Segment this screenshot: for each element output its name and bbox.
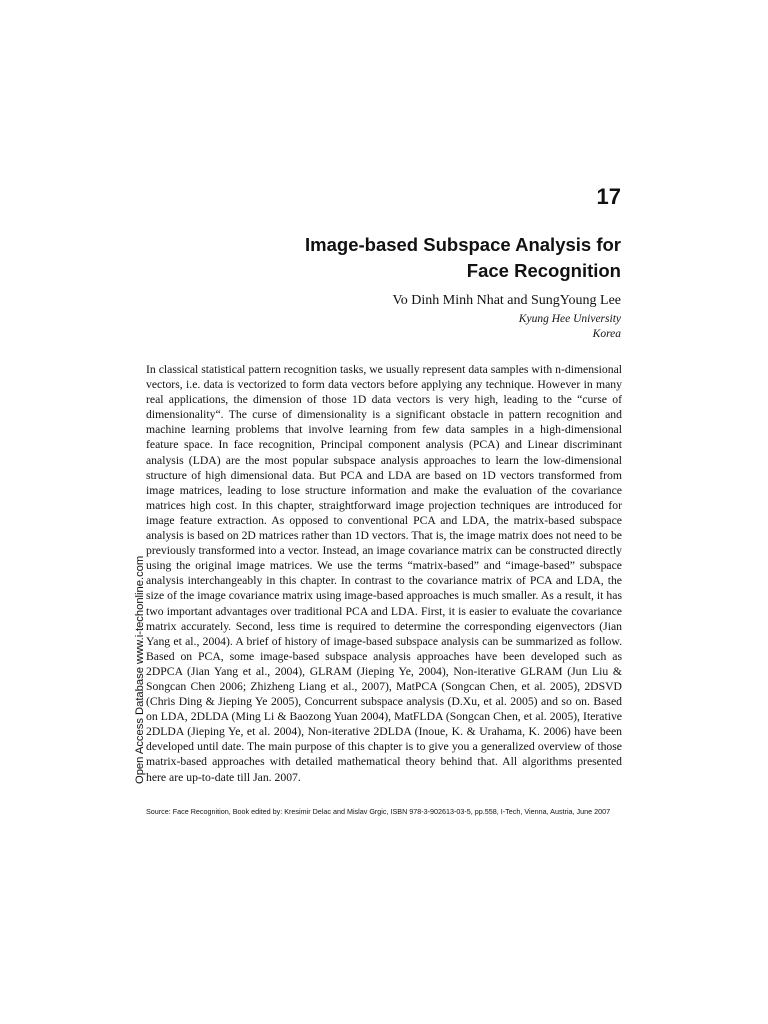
affiliation-country: Korea — [592, 328, 621, 340]
affiliation-university: Kyung Hee University — [518, 313, 621, 325]
chapter-title — [201, 232, 621, 284]
chapter-title-line-1: Image-based Subspace Analysis for — [305, 234, 621, 255]
authors: Vo Dinh Minh Nhat and SungYoung Lee — [392, 293, 621, 308]
chapter-number: 17 — [596, 184, 621, 209]
chapter-title-line-2: Face Recognition — [466, 260, 621, 281]
introduction-paragraph: In classical statistical pattern recognition tasks, we usually represent data samples with n-dimensional vectors, i.e. data is vectorized to form data vectors before applying any technique. However in many real applications, the dimension of those 1D data vectors is very high, leading to the “curse of dimensionality“. The curse of dimensionality is a significant obstacle in pattern recognition and machine learning problems that involve learning from few data samples in a high-dimensional feature space. In face recognition, Principal component analysis (PCA) and Linear discriminant analysis (LDA) are the most popular subspace analysis approaches to learn the low-dimensional structure of high dimensional data. But PCA and LDA are based on 1D vectors transformed from image matrices, leading to lose structure information and make the evaluation of the covariance matrices high cost. In this chapter, straightforward image projection techniques are introduced for image feature extraction. As opposed to conventional PCA and LDA, the matrix-based subspace analysis is based on 2D matrices rather than 1D vectors. That is, the image matrix does not need to be previously transformed into a vector. Instead, an image covariance matrix can be constructed directly using the original image matrices. We use the terms “matrix-based” and “image-based” subspace analysis interchangeably in this chapter. In contrast to the covariance matrix of PCA and LDA, the size of the image covariance matrix using image-based approaches is much smaller. As a result, it has two important advantages over traditional PCA and LDA. First, it is easier to evaluate the covariance matrix accurately. Second, less time is required to determine the corresponding eigenvectors (Jian Yang et al., 2004). A brief of history of image-based subspace analysis can be summarized as follow. Based on PCA, some image-based subspace analysis approaches have been developed such as 2DPCA (Jian Yang et al., 2004), GLRAM (Jieping Ye, 2004), Non-iterative GLRAM (Jun Liu & Songcan Chen 2006; Zhizheng Liang et al., 2007), MatPCA (Songcan Chen, et al. 2005), 2DSVD (Chris Ding & Jieping Ye 2005), Concurrent subspace analysis (D.Xu, et al. 2005) and so on. Based on LDA, 2DLDA (Ming Li & Baozong Yuan 2004), MatFLDA (Songcan Chen, et al. 2005), Iterative 2DLDA (Jieping Ye, et al. 2004), Non-iterative 2DLDA (Inoue, K. & Urahama, K. 2006) have been developed until date. The main purpose of this chapter is to give you a generalized overview of those matrix-based approaches with detailed mathematical theory behind that. All algorithms presented here are up-to-date till Jan. 2007. — [146, 363, 622, 784]
margin-database-note: Open Access Database www.i-techonline.com — [134, 555, 146, 784]
affiliation — [519, 312, 621, 342]
source-footnote: Source: Face Recognition, Book edited by: Kresimir Delac and Mislav Grgic, ISBN 978-3-902613-03-5, pp.558, I-Tech, Vienna, Austria, June 2007 — [146, 807, 611, 816]
